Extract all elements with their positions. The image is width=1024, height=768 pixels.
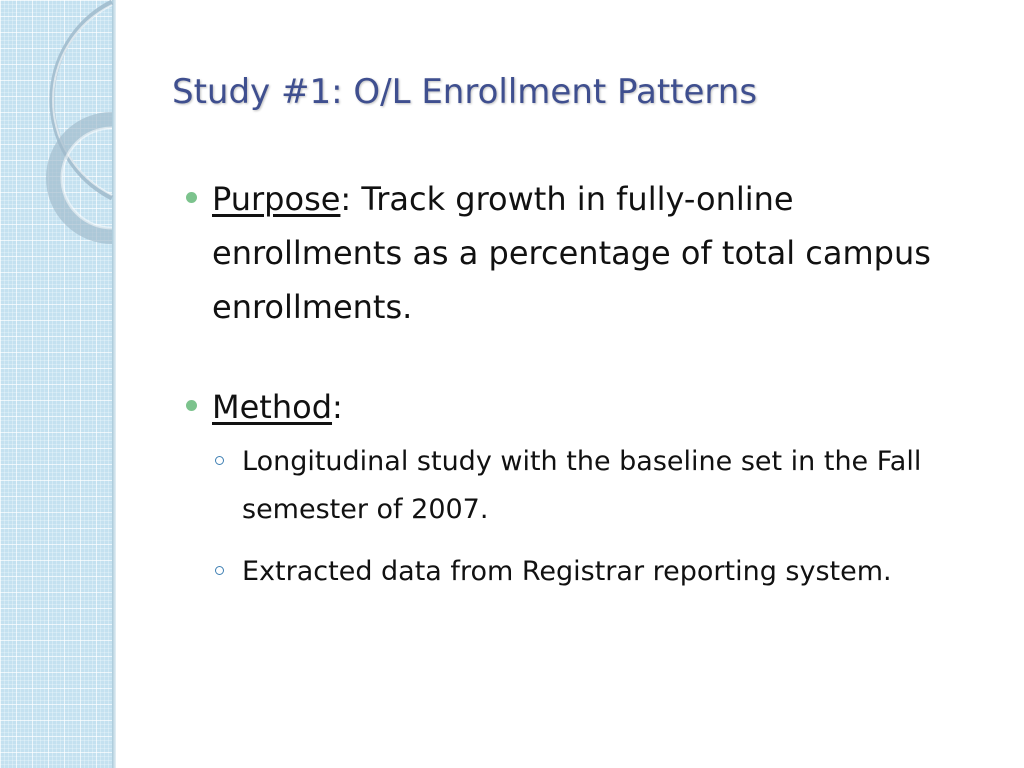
sub-bullet-extracted [242, 548, 986, 596]
bullet-separator: : [332, 388, 343, 426]
slide-content [186, 172, 986, 610]
decorative-arcs [0, 0, 200, 300]
bullet-purpose [186, 172, 986, 334]
sub-bullet-text: Extracted data from Registrar reporting system. [242, 556, 892, 587]
slide-title: Study #1: O/L Enrollment Patterns [172, 72, 758, 112]
bullet-separator: : [340, 180, 352, 218]
sub-bullet-ring-icon [215, 456, 224, 465]
bullet-dot-icon [186, 192, 197, 203]
bullet-method [186, 380, 986, 434]
bullet-dot-icon [186, 400, 197, 411]
sub-bullet-longitudinal [242, 438, 986, 534]
sub-bullet-text: Longitudinal study with the baseline set in the Fall semester of 2007. [242, 446, 922, 525]
bullet-label: Method [212, 388, 333, 426]
sub-bullet-ring-icon [215, 566, 224, 575]
bullet-text: Track growth in fully-online enrollments as a percentage of total campus enrollments. [212, 180, 931, 326]
bullet-label: Purpose [212, 180, 341, 218]
